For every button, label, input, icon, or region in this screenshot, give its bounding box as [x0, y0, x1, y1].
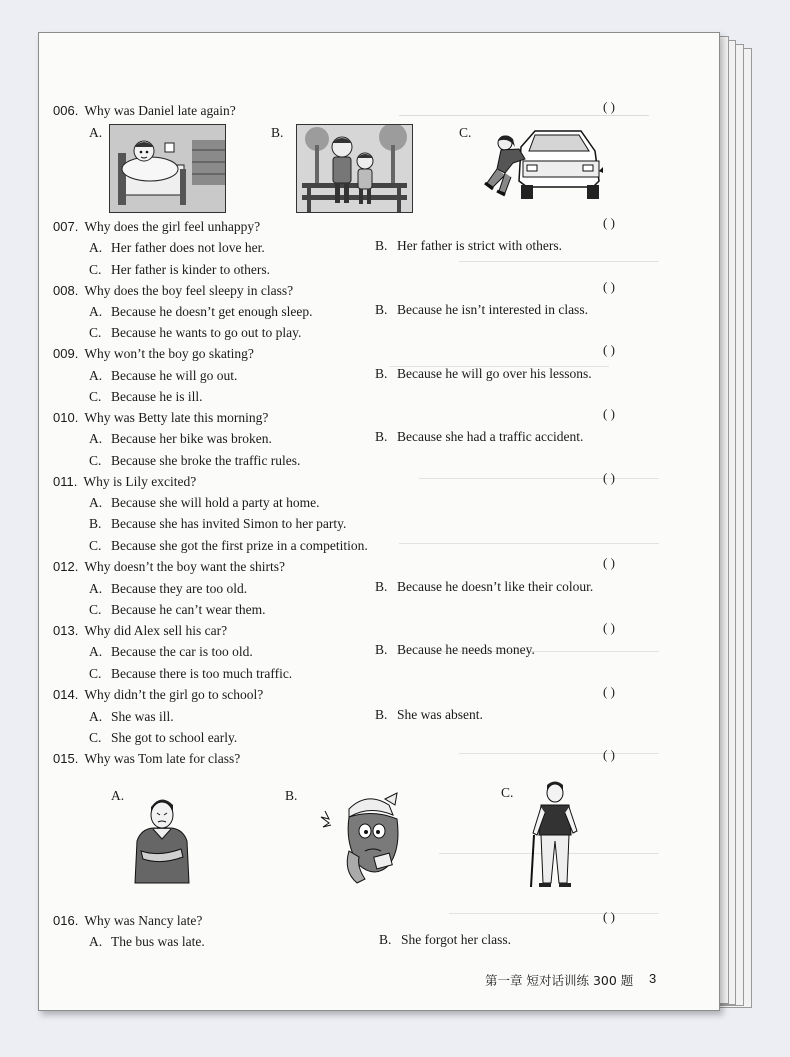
answer-blank[interactable]: ( )	[603, 555, 615, 570]
option-label: B.	[271, 125, 284, 140]
question-012: 012. Why doesn’t the boy want the shirts?	[53, 559, 286, 574]
workbook-page	[38, 32, 720, 1011]
option-b[interactable]: B. Because he will go over his lessons.	[375, 366, 592, 381]
option-a[interactable]: A. Because he will go out.	[89, 368, 238, 383]
option-a[interactable]: A. Because she will hold a party at home.	[89, 495, 320, 510]
option-c[interactable]: C. Because he is ill.	[89, 389, 203, 404]
option-b[interactable]: B. Because he isn’t interested in class.	[375, 302, 588, 317]
sleeping-boy-icon	[110, 125, 225, 212]
option-b[interactable]: B. Because she had a traffic accident.	[375, 429, 584, 444]
chapter-footer: 第一章 短对话训练 300 题	[485, 973, 634, 988]
option-a[interactable]: A. Because the car is too old.	[89, 644, 253, 659]
option-c[interactable]: C. Because she broke the traffic rules.	[89, 453, 301, 468]
broken-car-icon	[483, 125, 605, 213]
picture-girl-car	[483, 125, 605, 213]
question-011: 011. Why is Lily excited?	[53, 474, 197, 489]
option-a[interactable]: A. Because they are too old.	[89, 581, 248, 596]
page-number: 3	[649, 971, 657, 986]
picture-injured-boy	[319, 791, 409, 889]
question-016: 016. Why was Nancy late?	[53, 913, 203, 928]
option-c[interactable]: C. She got to school early.	[89, 730, 238, 745]
answer-blank[interactable]: ( )	[603, 470, 615, 485]
option-b[interactable]: B. Her father is strict with others.	[375, 238, 562, 253]
answer-blank[interactable]: ( )	[603, 909, 615, 924]
option-a[interactable]: A. The bus was late.	[89, 934, 205, 949]
option-c[interactable]: C. Because he can’t wear them.	[89, 602, 266, 617]
option-label: C.	[501, 785, 514, 800]
option-b[interactable]: B. Because he needs money.	[375, 642, 535, 657]
option-b[interactable]: B. Because he doesn’t like their colour.	[375, 579, 594, 594]
answer-blank[interactable]: ( )	[603, 684, 615, 699]
man-with-cane-icon	[527, 779, 583, 891]
option-a[interactable]: A. She was ill.	[89, 709, 174, 724]
option-a[interactable]: A. Her father does not love her.	[89, 240, 265, 255]
option-label: C.	[459, 125, 472, 140]
answer-blank[interactable]: ( )	[603, 342, 615, 357]
question-015: 015. Why was Tom late for class?	[53, 751, 241, 766]
answer-blank[interactable]: ( )	[603, 747, 615, 762]
injured-head-icon	[319, 791, 409, 889]
picture-sick-man	[129, 793, 195, 887]
option-c[interactable]: C. Because he wants to go out to play.	[89, 325, 302, 340]
option-a[interactable]: A. Because he doesn’t get enough sleep.	[89, 304, 313, 319]
option-b[interactable]: B. She forgot her class.	[379, 932, 511, 947]
question-013: 013. Why did Alex sell his car?	[53, 623, 228, 638]
option-label: A.	[111, 788, 125, 803]
picture-man-with-cane	[527, 779, 583, 891]
picture-boy-in-bed	[109, 124, 226, 213]
answer-blank[interactable]: ( )	[603, 620, 615, 635]
answer-blank[interactable]: ( )	[603, 99, 615, 114]
answer-blank[interactable]: ( )	[603, 406, 615, 421]
option-c[interactable]: C. Her father is kinder to others.	[89, 262, 270, 277]
option-c[interactable]: C. Because she got the first prize in a competition.	[89, 538, 368, 553]
option-label: A.	[89, 125, 103, 140]
man-holding-stomach-icon	[129, 793, 195, 887]
question-009: 009. Why won’t the boy go skating?	[53, 346, 254, 361]
option-a[interactable]: A. Because her bike was broken.	[89, 431, 272, 446]
question-008: 008. Why does the boy feel sleepy in class?	[53, 283, 294, 298]
option-c[interactable]: C. Because there is too much traffic.	[89, 666, 293, 681]
question-007: 007. Why does the girl feel unhappy?	[53, 219, 261, 234]
question-014: 014. Why didn’t the girl go to school?	[53, 687, 264, 702]
answer-blank[interactable]: ( )	[603, 279, 615, 294]
two-boys-icon	[297, 125, 412, 212]
picture-boys-waiting	[296, 124, 413, 213]
option-b[interactable]: B. She was absent.	[375, 707, 483, 722]
question-006: 006. Why was Daniel late again?	[53, 103, 236, 118]
option-b[interactable]: B. Because she has invited Simon to her party.	[89, 516, 347, 531]
question-010: 010. Why was Betty late this morning?	[53, 410, 269, 425]
option-label: B.	[285, 788, 298, 803]
answer-blank[interactable]: ( )	[603, 215, 615, 230]
